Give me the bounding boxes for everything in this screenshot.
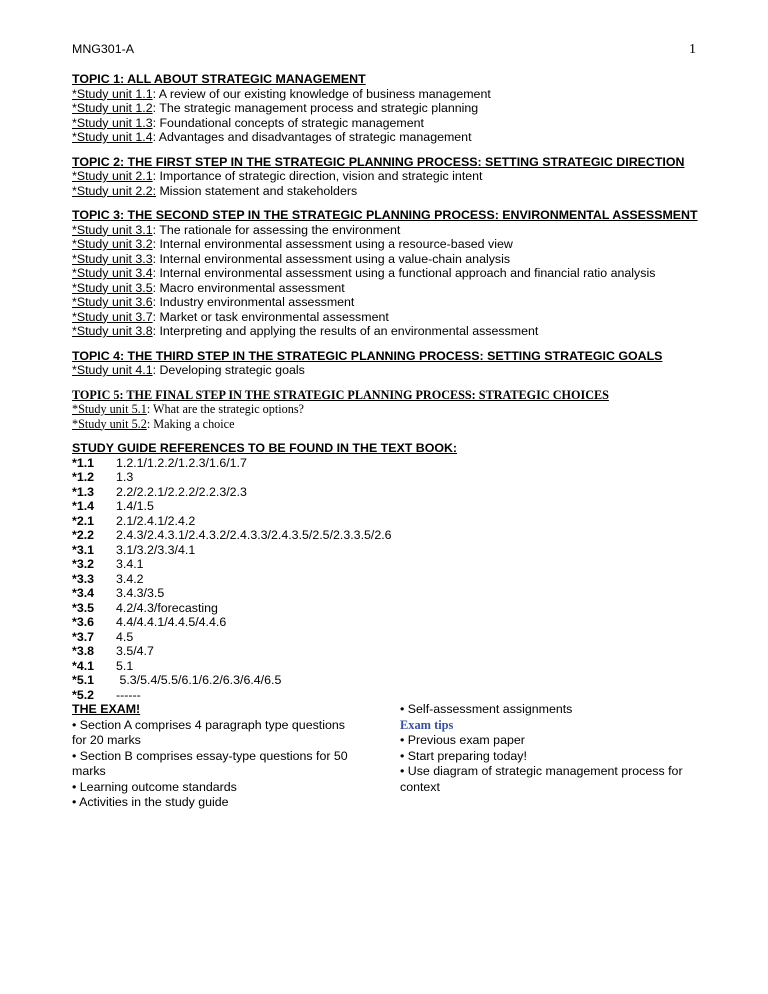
reference-key: *1.4 bbox=[72, 499, 95, 513]
study-unit-text: : Making a choice bbox=[146, 416, 235, 431]
study-unit bbox=[72, 223, 702, 238]
study-unit-label: *Study unit 2.2: bbox=[72, 183, 157, 198]
study-unit-label: *Study unit 3.8 bbox=[72, 324, 153, 338]
exam-section bbox=[72, 702, 702, 822]
study-unit-label: *Study unit 5.1 bbox=[72, 402, 147, 416]
study-unit-text: : Industry environmental assessment bbox=[152, 295, 355, 309]
study-unit bbox=[72, 281, 702, 296]
study-unit bbox=[72, 295, 702, 310]
study-unit-label: *Study unit 5.2 bbox=[72, 416, 147, 431]
exam-tip: • Previous exam paper bbox=[400, 733, 525, 747]
reference-value: 3.5/4.7 bbox=[116, 644, 154, 658]
exam-item: • Activities in the study guide bbox=[72, 795, 229, 809]
reference-value: 1.4/1.5 bbox=[116, 499, 154, 513]
study-unit-text: : Market or task environmental assessment bbox=[152, 309, 389, 324]
study-unit bbox=[72, 116, 702, 131]
study-unit-label: *Study unit 3.2 bbox=[72, 237, 153, 251]
study-unit-text: : The strategic management process and strategic planning bbox=[152, 101, 479, 115]
study-unit-text: : Internal environmental assessment using a resource-based view bbox=[152, 237, 513, 251]
reference-value: 3.4.1 bbox=[116, 557, 144, 571]
references bbox=[72, 441, 702, 702]
exam-item: • Section A comprises 4 paragraph type questions for 20 marks bbox=[72, 717, 345, 747]
exam-item: • Section B comprises essay-type questions for 50 marks bbox=[72, 748, 348, 778]
study-unit bbox=[72, 130, 702, 145]
page-header bbox=[72, 42, 696, 62]
study-unit-text: : Importance of strategic direction, vision and strategic intent bbox=[152, 169, 483, 183]
reference-value: 4.2/4.3/forecasting bbox=[116, 600, 218, 615]
study-unit-text: : Interpreting and applying the results of an environmental assessment bbox=[152, 324, 539, 338]
reference-key: *2.2 bbox=[72, 528, 95, 542]
exam-tips-title: Exam tips bbox=[400, 717, 454, 732]
study-unit-text: : Developing strategic goals bbox=[152, 363, 305, 377]
reference-key: *3.7 bbox=[72, 629, 95, 644]
topic-title: TOPIC 2: THE FIRST STEP IN THE STRATEGIC PLANNING PROCESS: SETTING STRATEGIC DIRECTION bbox=[72, 154, 685, 169]
reference-row bbox=[72, 615, 702, 630]
reference-value: 3.4.3/3.5 bbox=[116, 586, 165, 600]
study-unit-label: *Study unit 3.5 bbox=[72, 280, 153, 295]
study-unit bbox=[72, 324, 702, 339]
study-unit-text: : Macro environmental assessment bbox=[152, 280, 345, 295]
reference-row bbox=[72, 557, 702, 572]
exam-tip: • Use diagram of strategic management process for context bbox=[400, 764, 683, 794]
reference-row bbox=[72, 630, 702, 645]
exam-item: • Self-assessment assignments bbox=[400, 702, 573, 716]
study-unit-label: *Study unit 4.1 bbox=[72, 363, 153, 377]
study-unit-label: *Study unit 3.1 bbox=[72, 222, 153, 237]
study-unit bbox=[72, 402, 702, 417]
reference-row bbox=[72, 456, 702, 471]
study-unit-text: : The rationale for assessing the environment bbox=[152, 222, 401, 237]
study-unit bbox=[72, 169, 702, 184]
reference-key: *3.6 bbox=[72, 615, 95, 629]
reference-key: *1.3 bbox=[72, 484, 95, 499]
study-unit-label: *Study unit 3.4 bbox=[72, 266, 153, 280]
reference-key: *2.1 bbox=[72, 513, 95, 528]
reference-row bbox=[72, 644, 702, 659]
study-unit bbox=[72, 266, 702, 281]
topic-title: TOPIC 3: THE SECOND STEP IN THE STRATEGIC PLANNING PROCESS: ENVIRONMENTAL ASSESSMENT bbox=[72, 208, 698, 222]
reference-key: *1.1 bbox=[72, 455, 95, 470]
exam-title: THE EXAM! bbox=[72, 702, 141, 716]
exam-item: • Learning outcome standards bbox=[72, 779, 237, 794]
exam-right-column bbox=[400, 702, 700, 795]
reference-row bbox=[72, 572, 702, 587]
reference-row bbox=[72, 485, 702, 500]
study-unit-text: : Foundational concepts of strategic management bbox=[152, 115, 424, 130]
reference-value: 1.2.1/1.2.2/1.2.3/1.6/1.7 bbox=[116, 455, 247, 470]
study-unit-text: : Internal environmental assessment using a value-chain analysis bbox=[152, 251, 511, 266]
exam-tip: • Start preparing today! bbox=[400, 748, 527, 763]
study-unit-label: *Study unit 1.1 bbox=[72, 86, 153, 101]
reference-value: 5.1 bbox=[116, 658, 134, 673]
study-unit bbox=[72, 252, 702, 267]
topic-title: TOPIC 1: ALL ABOUT STRATEGIC MANAGEMENT bbox=[72, 72, 366, 86]
topic-title: TOPIC 5: THE FINAL STEP IN THE STRATEGIC PLANNING PROCESS: STRATEGIC CHOICES bbox=[72, 387, 609, 402]
study-unit-text: Mission statement and stakeholders bbox=[156, 183, 358, 198]
reference-key: *3.2 bbox=[72, 557, 95, 571]
study-unit-label: *Study unit 1.4 bbox=[72, 130, 153, 144]
document-body bbox=[72, 72, 702, 822]
study-unit-text: : Internal environmental assessment using a functional approach and financial ratio analysis bbox=[152, 266, 656, 280]
topic-1 bbox=[72, 72, 702, 145]
reference-value: 5.3/5.4/5.5/6.1/6.2/6.3/6.4/6.5 bbox=[116, 673, 282, 687]
topic-title: TOPIC 4: THE THIRD STEP IN THE STRATEGIC PLANNING PROCESS: SETTING STRATEGIC GOALS bbox=[72, 348, 663, 363]
study-unit bbox=[72, 417, 702, 432]
reference-value: 3.4.2 bbox=[116, 571, 144, 586]
reference-value: 2.1/2.4.1/2.4.2 bbox=[116, 513, 196, 528]
study-unit-text: : A review of our existing knowledge of business management bbox=[152, 86, 491, 101]
study-unit-text: : What are the strategic options? bbox=[146, 402, 304, 416]
reference-value: 1.3 bbox=[116, 470, 134, 484]
reference-value: ------ bbox=[116, 687, 141, 702]
study-unit-text: : Advantages and disadvantages of strategic management bbox=[152, 130, 472, 144]
topic-4 bbox=[72, 349, 702, 378]
exam-left-column bbox=[72, 702, 362, 811]
topic-5 bbox=[72, 388, 702, 432]
study-unit-label: *Study unit 2.1 bbox=[72, 169, 153, 183]
reference-row bbox=[72, 688, 702, 703]
reference-row bbox=[72, 659, 702, 674]
study-unit-label: *Study unit 1.3 bbox=[72, 115, 153, 130]
study-unit bbox=[72, 363, 702, 378]
reference-key: *3.1 bbox=[72, 542, 95, 557]
reference-row bbox=[72, 601, 702, 616]
study-unit-label: *Study unit 3.7 bbox=[72, 309, 153, 324]
study-unit bbox=[72, 184, 702, 199]
references-title: STUDY GUIDE REFERENCES TO BE FOUND IN THE TEXT BOOK: bbox=[72, 441, 458, 455]
topic-2 bbox=[72, 155, 702, 199]
reference-key: *1.2 bbox=[72, 470, 95, 484]
reference-key: *3.4 bbox=[72, 586, 95, 600]
study-unit bbox=[72, 87, 702, 102]
reference-key: *5.2 bbox=[72, 687, 95, 702]
reference-key: *3.5 bbox=[72, 600, 95, 615]
reference-value: 4.4/4.4.1/4.4.5/4.4.6 bbox=[116, 615, 227, 629]
reference-row bbox=[72, 586, 702, 601]
study-unit-label: *Study unit 1.2 bbox=[72, 101, 153, 115]
topic-3 bbox=[72, 208, 702, 339]
study-unit bbox=[72, 101, 702, 116]
reference-key: *3.3 bbox=[72, 571, 95, 586]
reference-row bbox=[72, 499, 702, 514]
page-number: 1 bbox=[689, 42, 696, 57]
reference-value: 4.5 bbox=[116, 629, 134, 644]
reference-key: *3.8 bbox=[72, 644, 95, 658]
study-unit-label: *Study unit 3.3 bbox=[72, 251, 153, 266]
reference-value: 2.2/2.2.1/2.2.2/2.2.3/2.3 bbox=[116, 484, 247, 499]
reference-key: *4.1 bbox=[72, 658, 95, 673]
reference-key: *5.1 bbox=[72, 673, 95, 687]
reference-value: 2.4.3/2.4.3.1/2.4.3.2/2.4.3.3/2.4.3.5/2.5/2.3.3.5/2.6 bbox=[116, 528, 392, 542]
reference-row bbox=[72, 514, 702, 529]
study-unit bbox=[72, 237, 702, 252]
study-unit bbox=[72, 310, 702, 325]
course-code: MNG301-A bbox=[72, 42, 134, 56]
reference-row bbox=[72, 528, 702, 543]
reference-row bbox=[72, 470, 702, 485]
reference-value: 3.1/3.2/3.3/4.1 bbox=[116, 542, 196, 557]
study-unit-label: *Study unit 3.6 bbox=[72, 295, 153, 309]
reference-row bbox=[72, 543, 702, 558]
reference-row bbox=[72, 673, 702, 688]
